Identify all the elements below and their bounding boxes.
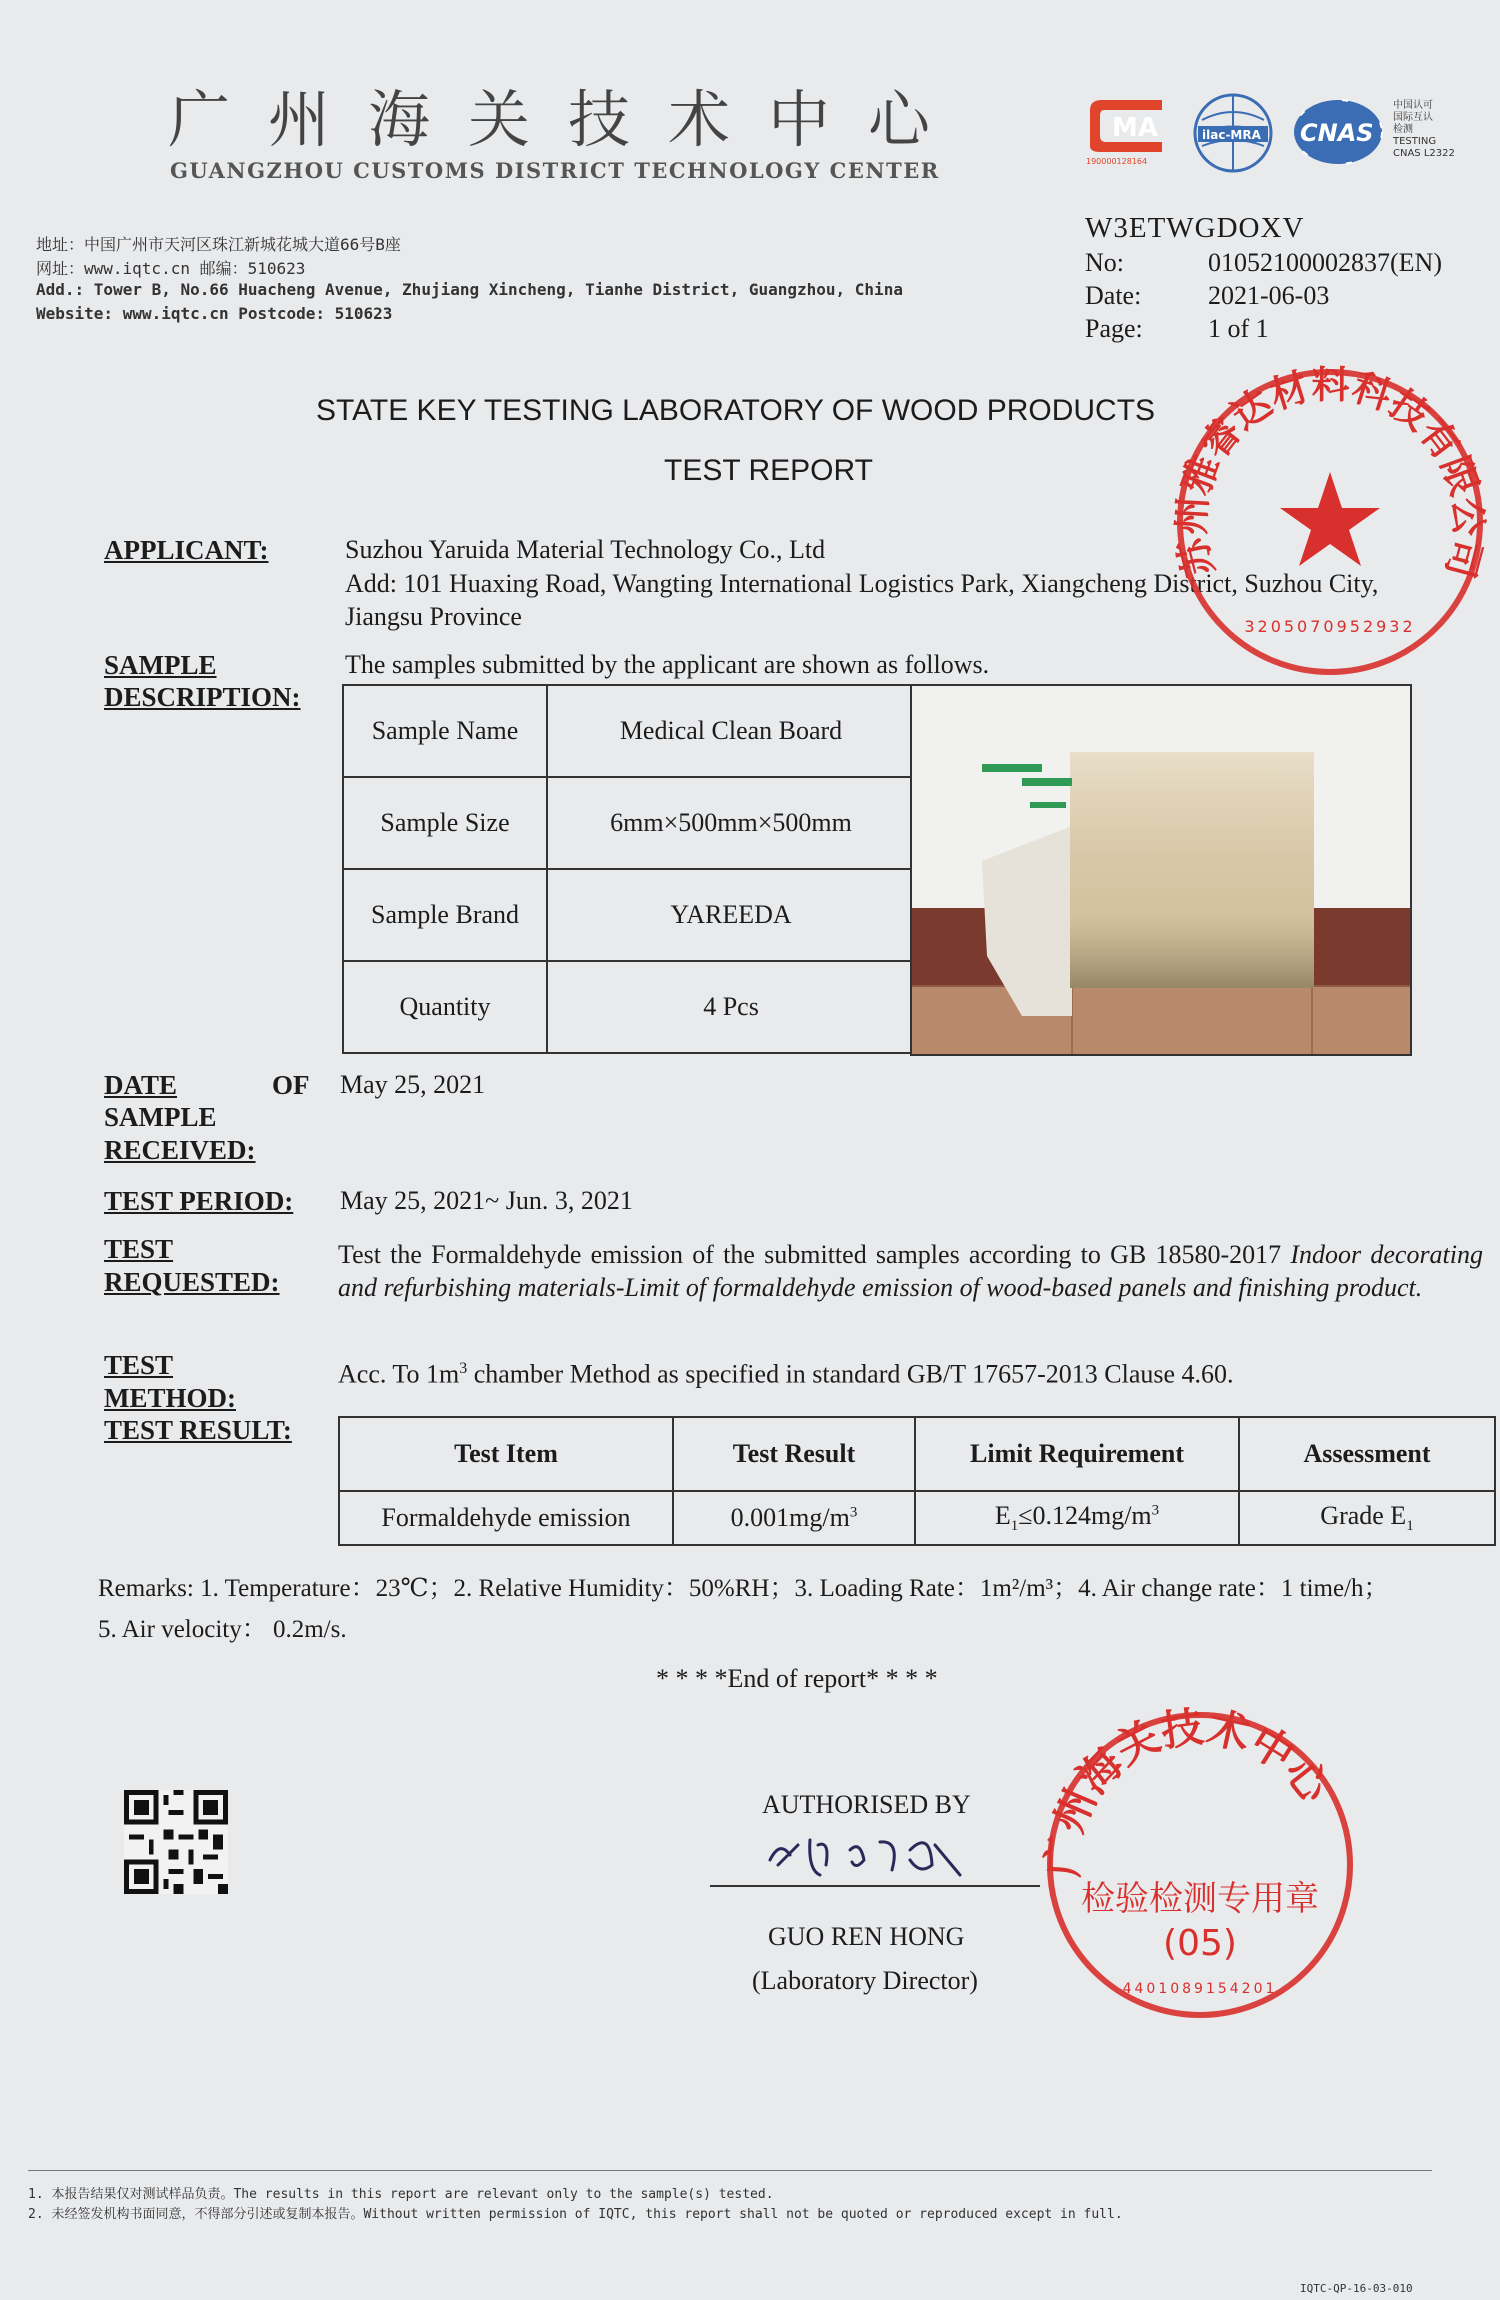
cma-logo-code: 190000128164 <box>1086 157 1148 166</box>
signatory-role: (Laboratory Director) <box>752 1966 978 1995</box>
requested-text-plain: Test the Formaldehyde emission of the submitted samples according to GB 18580-2017 <box>338 1240 1282 1269</box>
report-date-label: Date: <box>1085 281 1142 310</box>
sample-row-key: Sample Brand <box>343 869 547 961</box>
result-assessment-a: Grade E <box>1320 1500 1407 1530</box>
result-value-sup: 3 <box>849 1504 858 1521</box>
lab-seal-code: 4401089154201 <box>1122 1981 1278 1997</box>
sample-label-1: SAMPLE <box>104 650 217 680</box>
method-text-b: chamber Method as specified in standard GB/T 17657-2013 Clause 4.60. <box>467 1359 1234 1389</box>
requested-text-italic-2: decorating and refurbishing materials-Limit of formaldehyde emission of wood-based panels and <box>338 1240 1484 1302</box>
received-label-2: SAMPLE <box>104 1102 217 1132</box>
sample-table <box>342 684 916 1054</box>
report-no-label: No: <box>1085 248 1124 277</box>
result-row <box>339 1491 1495 1545</box>
lab-seal <box>1040 1705 1360 2030</box>
requested-label-2: REQUESTED: <box>104 1267 280 1297</box>
sample-row <box>343 961 915 1053</box>
footer-form-code: IQTC-QP-16-03-010 <box>1300 2282 1413 2295</box>
lab-seal-sub: 检验检测专用章 <box>1081 1879 1319 1919</box>
sample-row-value: 6mm×500mm×500mm <box>547 777 915 869</box>
laboratory-name: STATE KEY TESTING LABORATORY OF WOOD PRODUCTS <box>316 394 1156 427</box>
sample-intro: The samples submitted by the applicant are shown as follows. <box>345 650 990 679</box>
cnas-caption-code: CNAS L2322 <box>1393 148 1455 159</box>
method-text-a: Acc. To 1m <box>338 1359 460 1389</box>
applicant-label: APPLICANT: <box>104 535 269 565</box>
result-item: Formaldehyde emission <box>339 1491 673 1545</box>
footer-note-2: 2. 未经签发机构书面同意，不得部分引述或复制本报告。Without written permission of IQTC, this report shall not be quoted or reproduced except in full. <box>28 2207 1123 2222</box>
remarks-line-1: Remarks: 1. Temperature：23℃；2. Relative Humidity：50%RH；3. Loading Rate：1m²/m³；4. Air change rate：1 time/h； <box>98 1575 1389 1602</box>
result-limit-b: ≤0.124mg/m <box>1018 1500 1152 1530</box>
requested-text <box>338 1238 1483 1304</box>
svg-text:广州海关技术中心 <box>1040 1705 1341 1878</box>
footer-note-1: 1. 本报告结果仅对测试样品负责。The results in this report are relevant only to the sample(s) tested. <box>28 2187 774 2202</box>
center-name-english: GUANGZHOU CUSTOMS DISTRICT TECHNOLOGY CENTER <box>170 158 940 183</box>
result-header-limit: Limit Requirement <box>915 1417 1239 1491</box>
company-seal-code: 3205070952932 <box>1244 617 1416 636</box>
result-value-text: 0.001mg/m <box>730 1503 850 1532</box>
period-label: TEST PERIOD: <box>104 1186 294 1216</box>
cnas-caption <box>1393 100 1473 160</box>
footer-divider <box>28 2170 1432 2171</box>
result-assessment-sub: 1 <box>1406 1518 1414 1535</box>
signature-image <box>760 1820 980 1895</box>
signatory-name: GUO REN HONG <box>768 1922 965 1951</box>
result-limit <box>915 1491 1239 1545</box>
requested-text-italic-1: Indoor <box>1290 1240 1362 1269</box>
applicant-address-line-2: Jiangsu Province <box>345 602 522 631</box>
cma-logo <box>1082 96 1172 173</box>
end-of-report: * * * *End of report* * * * <box>656 1664 938 1693</box>
result-table <box>338 1416 1496 1546</box>
result-value <box>673 1491 915 1545</box>
ilac-logo-text: ilac-MRA <box>1202 128 1261 142</box>
applicant-name: Suzhou Yaruida Material Technology Co., Ltd <box>345 535 826 564</box>
period-value: May 25, 2021~ Jun. 3, 2021 <box>340 1186 633 1215</box>
address-chinese: 地址：中国广州市天河区珠江新城花城大道66号B座 <box>36 235 401 254</box>
sample-row-key: Quantity <box>343 961 547 1053</box>
requested-text-italic-3: finishing product. <box>1238 1273 1423 1302</box>
received-date: May 25, 2021 <box>340 1070 486 1099</box>
sample-photo <box>910 684 1412 1056</box>
applicant-address-line-1: Add: 101 Huaxing Road, Wangting International Logistics Park, Xiangcheng District, Suzhou City, <box>345 569 1379 598</box>
address-english: Add.: Tower B, No.66 Huacheng Avenue, Zhujiang Xincheng, Tianhe District, Guangzhou, China <box>36 280 903 299</box>
method-text <box>338 1352 1234 1391</box>
result-header-result: Test Result <box>673 1417 915 1491</box>
result-header-assessment: Assessment <box>1239 1417 1495 1491</box>
lab-seal-number: (05) <box>1163 1923 1237 1964</box>
result-assessment <box>1239 1491 1495 1545</box>
report-page-label: Page: <box>1085 314 1143 343</box>
received-label-3: RECEIVED: <box>104 1135 256 1165</box>
report-title: TEST REPORT <box>664 454 873 487</box>
cma-logo-text: MA <box>1112 113 1158 143</box>
report-date-value: 2021-06-03 <box>1208 281 1330 310</box>
cnas-logo-text: CNAS <box>1300 119 1374 147</box>
report-reference-code: W3ETWGDOXV <box>1085 212 1305 244</box>
sample-row-key: Sample Name <box>343 685 547 777</box>
result-header-item: Test Item <box>339 1417 673 1491</box>
company-seal-text: 苏州雅睿达材料科技有限公司 <box>1170 362 1490 583</box>
sample-row-value: YAREEDA <box>547 869 915 961</box>
sample-label-2: DESCRIPTION: <box>104 682 301 712</box>
cnas-caption-cn: 中国认可 国际互认 检测 <box>1393 100 1433 135</box>
ilac-mra-logo <box>1190 90 1276 181</box>
result-limit-sub: 1 <box>1010 1518 1019 1535</box>
website-chinese: 网址：www.iqtc.cn 邮编：510623 <box>36 259 306 278</box>
lab-seal-text: 广州海关技术中心 <box>1040 1705 1340 1879</box>
method-text-sup: 3 <box>459 1360 468 1377</box>
result-label: TEST RESULT: <box>104 1415 292 1445</box>
method-label-1: TEST <box>104 1350 174 1380</box>
website-english: Website: www.iqtc.cn Postcode: 510623 <box>36 304 393 323</box>
sample-row-value: Medical Clean Board <box>547 685 915 777</box>
sample-row <box>343 869 915 961</box>
result-limit-a: E <box>994 1500 1011 1530</box>
received-label-of: OF <box>272 1070 310 1100</box>
sample-row-key: Sample Size <box>343 777 547 869</box>
cnas-logo <box>1290 96 1386 173</box>
center-name-chinese: 广州海关技术中心 <box>168 83 969 156</box>
signature-line <box>710 1885 1040 1887</box>
requested-label-1: TEST <box>104 1234 174 1264</box>
sample-row <box>343 777 915 869</box>
cnas-caption-testing: TESTING <box>1393 136 1437 147</box>
report-page-value: 1 of 1 <box>1208 314 1269 343</box>
remarks-line-2: 5. Air velocity： 0.2m/s. <box>98 1616 347 1643</box>
report-no-value: 01052100002837(EN) <box>1208 248 1442 277</box>
result-limit-sup: 3 <box>1151 1502 1160 1519</box>
received-label-1: DATE <box>104 1070 178 1100</box>
sample-row-value: 4 Pcs <box>547 961 915 1053</box>
method-label-2: METHOD: <box>104 1383 236 1413</box>
company-seal <box>1170 362 1490 687</box>
qr-code <box>124 1790 228 1894</box>
sample-row <box>343 685 915 777</box>
authorised-by: AUTHORISED BY <box>762 1790 971 1819</box>
